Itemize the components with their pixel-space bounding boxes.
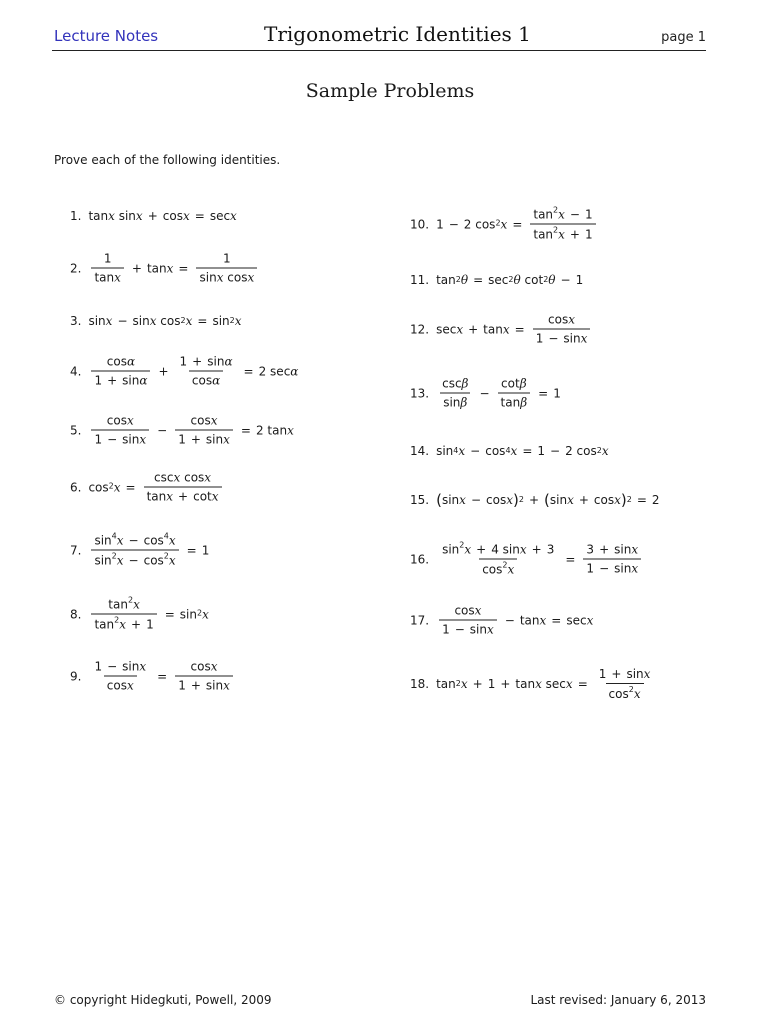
problem-9: 9. $\frac{1 - \sin x}{\cos x}$ = $\frac{\cos x}{1 + \sin x}$ [70,660,236,693]
header-rule [52,50,706,51]
page-title: Sample Problems [305,80,475,102]
problem-number: 10. [410,217,430,231]
problem-7: 7. $\frac{\sin^4x - \cos^4x}{\sin^2x - \cos^2x}$ = 1 [70,531,210,568]
instructions: Prove each of the following identities. [54,153,281,167]
problem-16: 16. $\frac{\sin^2x + 4 \sin x + 3}{\cos^2x}$ = $\frac{3 + \sin x}{1 - \sin x}$ [410,542,644,577]
problem-number: 8. [70,607,82,621]
problem-18: 18. tan $^2$ x + 1 + tan x sec x = $\frac{1 + \sin x}{\cos^2x}$ [410,667,651,701]
problem-10: 10. 1 − 2 cos $^2$ x = $\frac{\tan^2x - 1}{\tan^2x + 1}$ [410,207,599,242]
problem-number: 1. [70,209,82,223]
problem-1: 1. tan x sin x + cos x = sec x [70,209,237,223]
problem-number: 4. [70,364,82,378]
header-title: Trigonometric Identities 1 [264,22,531,46]
problem-11: 11. tan $^2$ θ = sec $^2$ θ cot $^2$ θ − 1 [410,273,584,287]
problem-6: 6. cos $^2$ x = $\frac{\text{cscx cosx}}{\tan x + \cot x}$ [70,471,225,504]
problem-5: 5. $\frac{\cos x}{1 - \sin x}$ − $\frac{\cos x}{1 + \sin x}$ = 2 tan x [70,413,294,447]
problem-number: 9. [70,669,82,683]
problem-number: 6. [70,480,82,494]
copyright-notice: © copyright Hidegkuti, Powell, 2009 [54,993,272,1007]
problem-number: 18. [410,677,430,691]
header-course-label: Lecture Notes [54,27,159,45]
problem-number: 3. [70,314,82,328]
problem-number: 7. [70,543,82,557]
problem-number: 17. [410,613,430,627]
problem-15: 15. ( sin x − cos x ) $^2$ + ( sin x + cos x ) $^2$ = 2 [410,491,660,509]
problem-17: 17. $\frac{\cos x}{1 - \sin x}$ − tan x = sec x [410,603,594,637]
problem-3: 3. sin x − sin x cos $^2$ x = sin $^2$ x [70,314,242,328]
problem-number: 5. [70,423,82,437]
problem-13: 13. $\frac{\csc\beta}{\sin\beta}$ − $\frac{\cot\beta}{\tan\beta}$ = 1 [410,376,561,410]
problem-number: 2. [70,261,82,275]
problem-number: 15. [410,493,430,507]
problem-number: 13. [410,386,430,400]
problem-number: 12. [410,322,430,336]
problem-14: 14. sin $^4$ x − cos $^4$ x = 1 − 2 cos $^2$ x [410,444,609,458]
problem-2: 2. $\frac{1}{\tan x}$ + tan x = $\frac{1}{\text{sinx cosx}}$ [70,252,260,285]
problem-12: 12. sec x + tan x = $\frac{\cos x}{1 - \sin x}$ [410,313,593,346]
problem-number: 14. [410,444,430,458]
problem-number: 16. [410,552,430,566]
problem-number: 11. [410,273,430,287]
last-revised: Last revised: January 6, 2013 [530,993,706,1007]
problem-8: 8. $\frac{\tan^2x}{\tan^2x + 1}$ = sin $^2$ x [70,595,209,632]
header-page-number: page 1 [661,30,706,45]
problem-4: 4. $\frac{\cos\alpha}{1 + \sin\alpha}$ + $\frac{1 + \sin\alpha}{\cos\alpha}$ = 2 sec α [70,354,299,388]
